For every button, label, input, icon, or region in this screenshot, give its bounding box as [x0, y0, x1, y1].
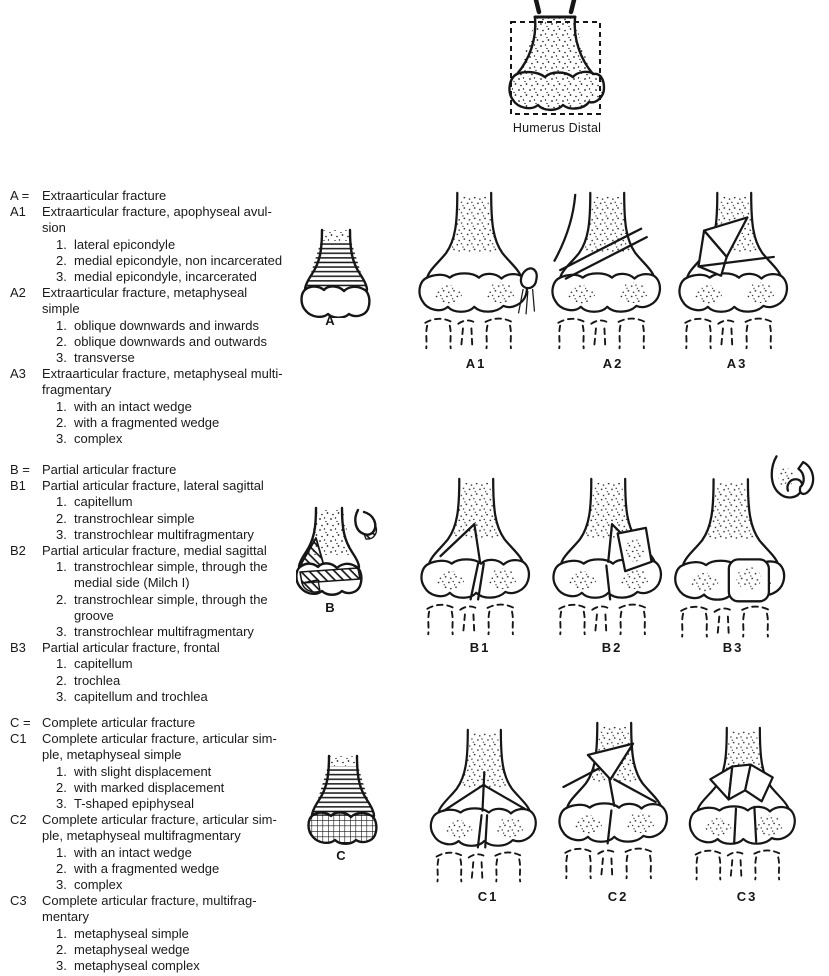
subtype-code: C2 — [10, 812, 27, 828]
text-row — [10, 494, 320, 510]
figure-label-B1: B1 — [469, 640, 491, 655]
item-number: 1. — [56, 317, 67, 333]
text-row — [10, 624, 320, 640]
text-lines — [74, 350, 320, 366]
text-row — [10, 715, 320, 731]
text-line: metaphyseal simple — [74, 925, 189, 941]
type-label-B: B — [325, 600, 337, 615]
humerus-overview-drawing — [506, 0, 606, 122]
text-lines — [74, 253, 320, 269]
text-row — [10, 926, 320, 942]
text-row — [10, 511, 320, 527]
text-line: with a fragmented wedge — [74, 414, 220, 430]
text-line: T-shaped epiphyseal — [74, 796, 194, 812]
text-row — [10, 527, 320, 543]
subtype-code: A1 — [10, 204, 26, 220]
text-line: ple, metaphyseal simple — [42, 747, 182, 763]
text-line: groove — [74, 607, 114, 623]
text-row — [10, 958, 320, 974]
text-line: oblique downwards and outwards — [74, 333, 267, 349]
text-row — [10, 285, 320, 317]
text-row — [10, 845, 320, 861]
figure-C3 — [683, 726, 811, 884]
text-lines — [74, 764, 320, 780]
figure-label-A2: A2 — [602, 356, 624, 371]
text-line: transtrochlear simple, through the — [74, 591, 268, 607]
item-number: 3. — [56, 350, 67, 366]
text-row — [10, 188, 320, 204]
text-row — [10, 462, 320, 478]
text-lines — [74, 780, 320, 796]
text-line: Complete articular fracture — [42, 715, 196, 730]
text-row — [10, 399, 320, 415]
item-number: 2. — [56, 510, 67, 526]
text-row — [10, 237, 320, 253]
text-line: transverse — [74, 350, 135, 366]
text-row — [10, 318, 320, 334]
section-c-text — [10, 715, 320, 974]
item-number: 2. — [56, 252, 67, 268]
text-lines — [74, 334, 320, 350]
section-heading-code: A = — [10, 188, 30, 203]
text-lines — [74, 673, 320, 689]
text-lines — [42, 893, 320, 925]
text-line: Extraarticular fracture, metaphyseal multi- — [42, 366, 283, 382]
text-line: with slight displacement — [74, 763, 212, 779]
item-number: 2. — [56, 779, 67, 795]
text-lines — [74, 269, 320, 285]
text-lines — [74, 689, 320, 705]
text-row — [10, 253, 320, 269]
subtype-code: C1 — [10, 731, 27, 747]
item-number: 3. — [56, 269, 67, 285]
text-row — [10, 673, 320, 689]
item-number: 2. — [56, 672, 67, 688]
text-row — [10, 559, 320, 591]
item-number: 3. — [56, 431, 67, 447]
text-lines — [42, 462, 320, 478]
text-row — [10, 812, 320, 844]
figure-label-B2: B2 — [601, 640, 623, 655]
text-lines — [42, 188, 320, 204]
text-lines — [74, 237, 320, 253]
text-line: capitellum and trochlea — [74, 688, 208, 704]
section-heading-code: C = — [10, 715, 31, 730]
text-lines — [74, 592, 320, 624]
item-number: 1. — [56, 236, 67, 252]
type-icon-C — [306, 754, 380, 848]
text-row — [10, 877, 320, 893]
text-line: trochlea — [74, 672, 121, 688]
text-row — [10, 543, 320, 559]
section-heading-code: B = — [10, 462, 30, 477]
text-line: simple — [42, 301, 80, 317]
figure-B2 — [548, 476, 676, 640]
item-number: 1. — [56, 763, 67, 779]
text-line: Partial articular fracture — [42, 462, 177, 477]
item-number: 2. — [56, 591, 67, 607]
text-line: with marked displacement — [74, 779, 225, 795]
text-line: Complete articular fracture, articular sim- — [42, 731, 277, 747]
type-label-C: C — [336, 848, 348, 863]
figure-A1 — [414, 188, 542, 356]
text-line: Extraarticular fracture, metaphyseal — [42, 285, 248, 301]
text-lines — [42, 204, 320, 236]
text-lines — [42, 285, 320, 317]
item-number: 1. — [56, 656, 67, 672]
text-row — [10, 893, 320, 925]
text-row — [10, 478, 320, 494]
text-lines — [74, 318, 320, 334]
item-number: 2. — [56, 414, 67, 430]
text-row — [10, 861, 320, 877]
figure-label-B3: B3 — [722, 640, 744, 655]
type-label-A: A — [325, 313, 337, 328]
subtype-code: C3 — [10, 893, 27, 909]
text-row — [10, 656, 320, 672]
item-number: 1. — [56, 398, 67, 414]
text-line: metaphyseal wedge — [74, 941, 190, 957]
item-number: 3. — [56, 526, 67, 542]
text-lines — [74, 431, 320, 447]
text-row — [10, 592, 320, 624]
item-number: 2. — [56, 333, 67, 349]
text-line: with an intact wedge — [74, 844, 192, 860]
figure-label-A3: A3 — [726, 356, 748, 371]
text-row — [10, 204, 320, 236]
text-line: ple, metaphyseal multifragmentary — [42, 828, 241, 844]
subtype-code: B3 — [10, 640, 26, 656]
item-number: 1. — [56, 925, 67, 941]
text-lines — [74, 656, 320, 672]
subtype-code: A3 — [10, 366, 26, 382]
figure-label-A1: A1 — [465, 356, 487, 371]
subtype-code: A2 — [10, 285, 26, 301]
text-lines — [74, 494, 320, 510]
text-row — [10, 780, 320, 796]
text-row — [10, 764, 320, 780]
text-line: Extraarticular fracture — [42, 188, 167, 203]
text-lines — [42, 640, 320, 656]
text-line: capitellum — [74, 656, 133, 672]
text-row — [10, 415, 320, 431]
text-row — [10, 431, 320, 447]
overview-caption: Humerus Distal — [512, 121, 602, 135]
text-line: Partial articular fracture, lateral sagittal — [42, 478, 264, 494]
text-row — [10, 269, 320, 285]
text-line: with an intact wedge — [74, 398, 192, 414]
subtype-code: B1 — [10, 478, 26, 494]
text-line: Complete articular fracture, articular sim- — [42, 812, 277, 828]
item-number: 1. — [56, 559, 67, 575]
text-row — [10, 350, 320, 366]
subtype-code: B2 — [10, 543, 26, 559]
text-row — [10, 366, 320, 398]
figure-C2 — [554, 718, 682, 886]
section-b-text — [10, 462, 320, 705]
item-number: 3. — [56, 688, 67, 704]
item-number: 3. — [56, 958, 67, 974]
text-lines — [74, 559, 320, 591]
text-line: Complete articular fracture, multifrag- — [42, 893, 257, 909]
text-line: with a fragmented wedge — [74, 860, 220, 876]
item-number: 2. — [56, 941, 67, 957]
text-lines — [74, 527, 320, 543]
text-line: medial epicondyle, non incarcerated — [74, 252, 283, 268]
item-number: 3. — [56, 624, 67, 640]
type-icon-A — [300, 228, 372, 318]
text-lines — [42, 812, 320, 844]
figure-label-C2: C2 — [607, 889, 629, 904]
text-line: complex — [74, 877, 123, 893]
text-lines — [42, 543, 320, 559]
item-number: 3. — [56, 877, 67, 893]
text-line: mentary — [42, 909, 89, 925]
text-line: metaphyseal complex — [74, 958, 200, 974]
text-lines — [42, 715, 320, 731]
figure-label-C3: C3 — [736, 889, 758, 904]
text-line: Partial articular fracture, frontal — [42, 640, 220, 656]
text-lines — [74, 415, 320, 431]
text-lines — [74, 877, 320, 893]
text-line: oblique downwards and inwards — [74, 317, 260, 333]
text-row — [10, 942, 320, 958]
type-icon-B — [296, 506, 384, 604]
text-line: sion — [42, 220, 66, 236]
text-lines — [74, 511, 320, 527]
text-line: transtrochlear simple, through the — [74, 559, 268, 575]
text-row — [10, 731, 320, 763]
text-lines — [42, 731, 320, 763]
item-number: 1. — [56, 844, 67, 860]
text-lines — [74, 399, 320, 415]
figure-B3 — [664, 450, 828, 642]
text-line: fragmentary — [42, 382, 112, 398]
item-number: 1. — [56, 494, 67, 510]
item-number: 3. — [56, 796, 67, 812]
text-lines — [74, 861, 320, 877]
figure-C1 — [424, 728, 552, 886]
text-lines — [74, 958, 320, 974]
text-line: medial epicondyle, incarcerated — [74, 269, 257, 285]
text-line: Extraarticular fracture, apophyseal avul- — [42, 204, 272, 220]
figure-A2 — [547, 188, 675, 356]
text-lines — [42, 366, 320, 398]
text-lines — [74, 624, 320, 640]
text-lines — [74, 942, 320, 958]
text-line: transtrochlear multifragmentary — [74, 526, 254, 542]
text-line: lateral epicondyle — [74, 236, 176, 252]
item-number: 2. — [56, 860, 67, 876]
text-line: complex — [74, 431, 123, 447]
text-line: Partial articular fracture, medial sagittal — [42, 543, 267, 559]
text-row — [10, 796, 320, 812]
figure-B1 — [416, 476, 544, 640]
text-row — [10, 334, 320, 350]
figure-label-C1: C1 — [477, 889, 499, 904]
text-row — [10, 640, 320, 656]
text-line: transtrochlear simple — [74, 510, 195, 526]
text-lines — [42, 478, 320, 494]
text-line: transtrochlear multifragmentary — [74, 624, 254, 640]
figure-A3 — [674, 188, 802, 356]
text-lines — [74, 845, 320, 861]
text-line: medial side (Milch I) — [74, 575, 190, 591]
text-line: capitellum — [74, 494, 133, 510]
text-lines — [74, 796, 320, 812]
text-lines — [74, 926, 320, 942]
section-a-text — [10, 188, 320, 447]
text-row — [10, 689, 320, 705]
